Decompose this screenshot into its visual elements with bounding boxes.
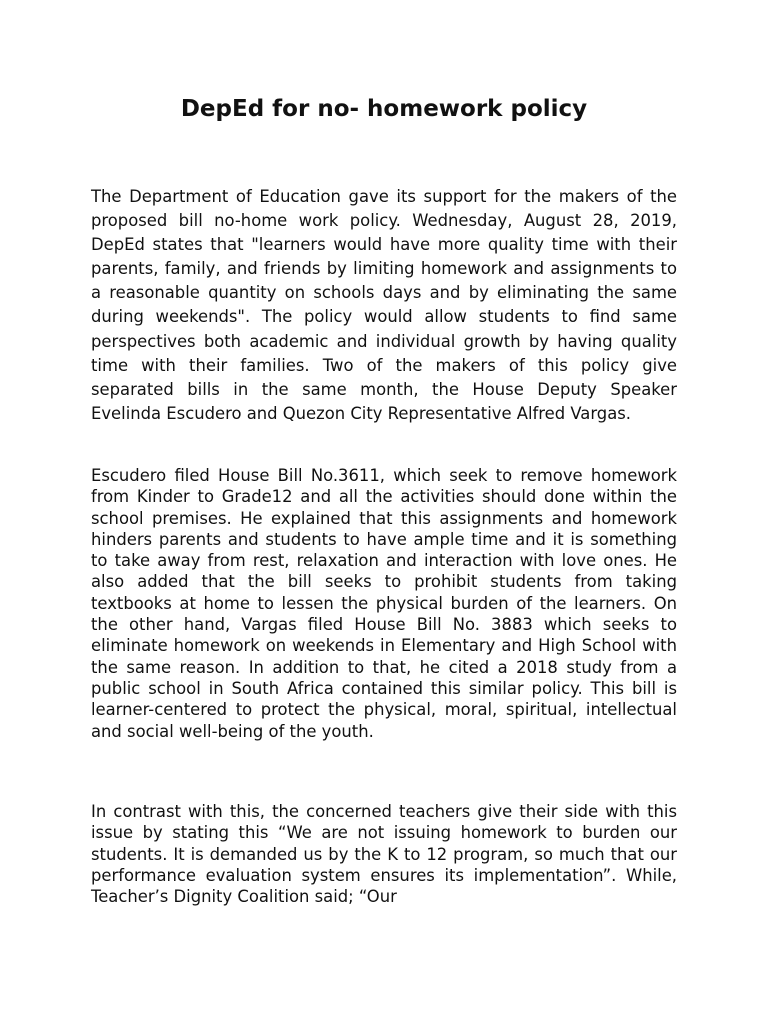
- paragraph-teachers-side: In contrast with this, the concerned teachers give their side with this issue by stating this “We are not issuing homework to burden our students. It is demanded us by the K to 12 program, so much that our performance evaluation system ensures its implementation”. While, Teacher’s Dignity Coalition said; “Our: [91, 802, 677, 907]
- document-title: DepEd for no- homework policy: [180, 96, 588, 122]
- paragraph-house-bills: Escudero filed House Bill No.3611, which seek to remove homework from Kinder to Grade12 and all the activities should done within the school premises. He explained that this assignments and homework hinders parents and students to have ample time and it is something to take away from rest, relaxation and interaction with love ones. He also added that the bill seeks to prohibit students from taking textbooks at home to lessen the physical burden of the learners. On the other hand, Vargas filed House Bill No. 3883 which seeks to eliminate homework on weekends in Elementary and High School with the same reason. In addition to that, he cited a 2018 study from a public school in South Africa contained this similar policy. This bill is learner-centered to protect the physical, moral, spiritual, intellectual and social well-being of the youth.: [91, 466, 677, 741]
- paragraph-intro: The Department of Education gave its support for the makers of the proposed bill no-home work policy. Wednesday, August 28, 2019, DepEd states that "learners would have more quality time with their parents, family, and friends by limiting homework and assignments to a reasonable quantity on schools days and by eliminating the same during weekends". The policy would allow students to find same perspectives both academic and individual growth by having quality time with their families. Two of the makers of this policy give separated bills in the same month, the House Deputy Speaker Evelinda Escudero and Quezon City Representative Alfred Vargas.: [91, 187, 677, 423]
